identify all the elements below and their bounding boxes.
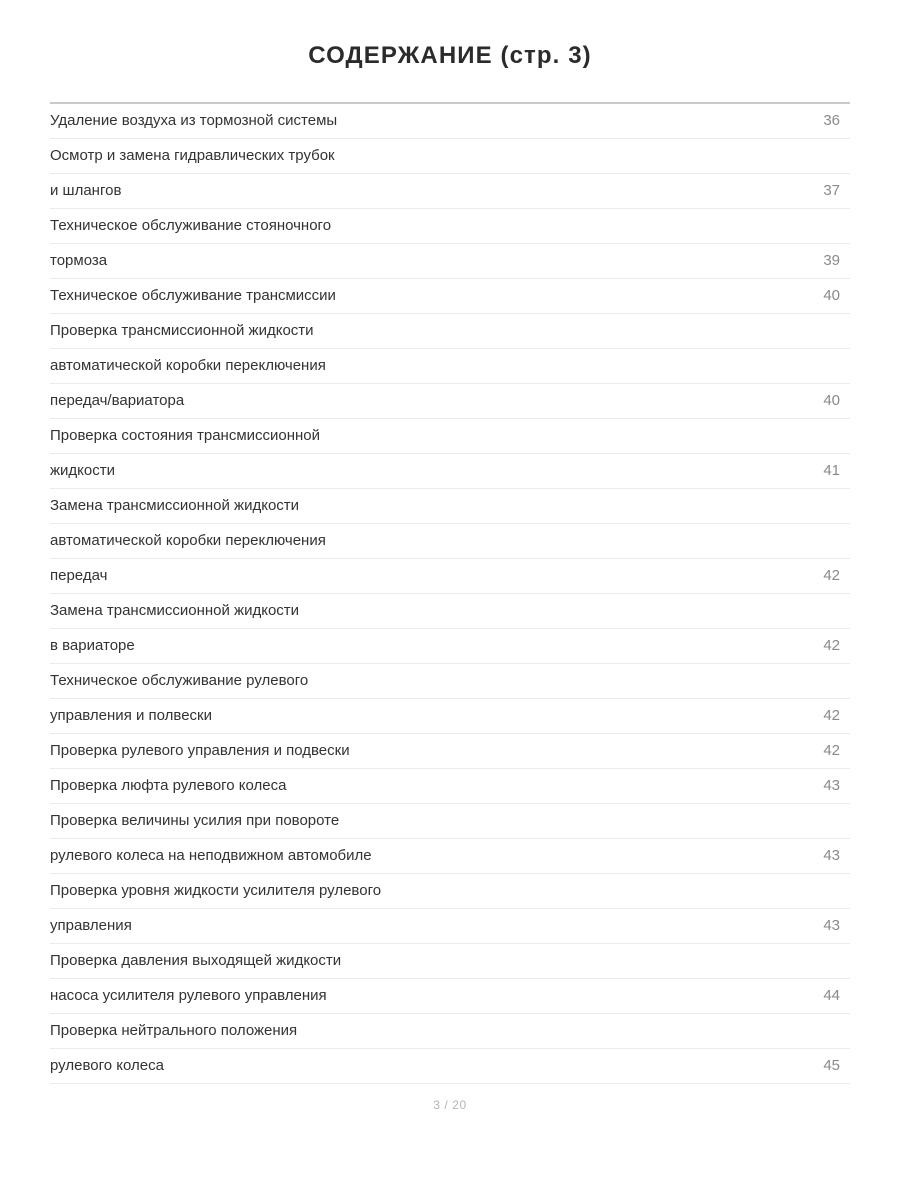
toc-entry-title: Проверка величины усилия при повороте bbox=[50, 803, 770, 838]
toc-entry-page-number bbox=[770, 138, 850, 173]
toc-entry-title: Проверка рулевого управления и подвески bbox=[50, 733, 770, 768]
toc-entry-title: Проверка уровня жидкости усилителя рулевого bbox=[50, 873, 770, 908]
toc-row[interactable] bbox=[50, 628, 850, 663]
toc-row[interactable] bbox=[50, 348, 850, 383]
toc-entry-title: Техническое обслуживание рулевого bbox=[50, 663, 770, 698]
toc-entry-page-number bbox=[770, 873, 850, 908]
toc-entry-title: Проверка давления выходящей жидкости bbox=[50, 943, 770, 978]
toc-row[interactable] bbox=[50, 908, 850, 943]
toc-row[interactable] bbox=[50, 803, 850, 838]
toc-entry-page-number bbox=[770, 313, 850, 348]
toc-entry-title: и шлангов bbox=[50, 173, 770, 208]
toc-entry-page-number bbox=[770, 1013, 850, 1048]
toc-entry-page-number: 42 bbox=[770, 733, 850, 768]
toc-entry-page-number: 44 bbox=[770, 978, 850, 1013]
toc-entry-page-number: 45 bbox=[770, 1048, 850, 1083]
toc-entry-title: Проверка трансмиссионной жидкости bbox=[50, 313, 770, 348]
toc-entry-title: управления bbox=[50, 908, 770, 943]
toc-entry-page-number: 39 bbox=[770, 243, 850, 278]
toc-entry-page-number: 40 bbox=[770, 383, 850, 418]
toc-entry-page-number: 41 bbox=[770, 453, 850, 488]
toc-row[interactable] bbox=[50, 313, 850, 348]
page-footer bbox=[0, 1060, 900, 1200]
toc-entry-title: Удаление воздуха из тормозной системы bbox=[50, 104, 770, 139]
toc-entry-title: автоматической коробки переключения bbox=[50, 523, 770, 558]
toc-entry-title: рулевого колеса bbox=[50, 1048, 770, 1083]
toc-entry-page-number bbox=[770, 943, 850, 978]
table-of-contents bbox=[50, 71, 850, 1084]
toc-row[interactable] bbox=[50, 173, 850, 208]
toc-entry-title: тормоза bbox=[50, 243, 770, 278]
toc-row[interactable] bbox=[50, 278, 850, 313]
toc-entry-page-number bbox=[770, 803, 850, 838]
toc-entry-page-number bbox=[770, 523, 850, 558]
toc-row[interactable] bbox=[50, 418, 850, 453]
toc-entry-page-number: 37 bbox=[770, 173, 850, 208]
toc-entry-page-number: 42 bbox=[770, 558, 850, 593]
toc-entry-page-number: 43 bbox=[770, 768, 850, 803]
toc-row[interactable] bbox=[50, 138, 850, 173]
toc-row[interactable] bbox=[50, 523, 850, 558]
toc-row[interactable] bbox=[50, 593, 850, 628]
toc-row[interactable] bbox=[50, 838, 850, 873]
toc-row[interactable] bbox=[50, 104, 850, 139]
toc-row[interactable] bbox=[50, 243, 850, 278]
toc-entry-page-number bbox=[770, 208, 850, 243]
toc-row[interactable] bbox=[50, 208, 850, 243]
toc-row[interactable] bbox=[50, 733, 850, 768]
page-indicator: 3 / 20 bbox=[433, 1098, 467, 1112]
toc-entry-title: Проверка нейтрального положения bbox=[50, 1013, 770, 1048]
toc-entry-title: в вариаторе bbox=[50, 628, 770, 663]
toc-entry-title: жидкости bbox=[50, 453, 770, 488]
toc-row[interactable] bbox=[50, 978, 850, 1013]
page-title: СОДЕРЖАНИЕ (стр. 3) bbox=[308, 42, 592, 69]
toc-row[interactable] bbox=[50, 698, 850, 733]
toc-entry-title: Проверка состояния трансмиссионной bbox=[50, 418, 770, 453]
toc-entry-title: Замена трансмиссионной жидкости bbox=[50, 593, 770, 628]
toc-table bbox=[50, 104, 850, 1084]
toc-row[interactable] bbox=[50, 768, 850, 803]
toc-entry-title: Проверка люфта рулевого колеса bbox=[50, 768, 770, 803]
toc-entry-page-number bbox=[770, 488, 850, 523]
toc-entry-title: автоматической коробки переключения bbox=[50, 348, 770, 383]
toc-row[interactable] bbox=[50, 453, 850, 488]
toc-entry-title: управления и полвески bbox=[50, 698, 770, 733]
toc-table-body bbox=[50, 104, 850, 1084]
toc-row[interactable] bbox=[50, 488, 850, 523]
toc-row[interactable] bbox=[50, 383, 850, 418]
toc-entry-page-number bbox=[770, 418, 850, 453]
toc-entry-title: насоса усилителя рулевого управления bbox=[50, 978, 770, 1013]
toc-entry-title: Замена трансмиссионной жидкости bbox=[50, 488, 770, 523]
toc-row[interactable] bbox=[50, 1013, 850, 1048]
toc-row[interactable] bbox=[50, 663, 850, 698]
toc-entry-title: передач bbox=[50, 558, 770, 593]
toc-entry-page-number: 43 bbox=[770, 838, 850, 873]
toc-entry-title: передач/вариатора bbox=[50, 383, 770, 418]
toc-row[interactable] bbox=[50, 873, 850, 908]
toc-row[interactable] bbox=[50, 558, 850, 593]
toc-entry-page-number bbox=[770, 593, 850, 628]
toc-entry-page-number: 40 bbox=[770, 278, 850, 313]
toc-entry-page-number: 42 bbox=[770, 698, 850, 733]
toc-entry-page-number: 36 bbox=[770, 104, 850, 139]
toc-entry-title: Техническое обслуживание трансмиссии bbox=[50, 278, 770, 313]
toc-entry-page-number bbox=[770, 663, 850, 698]
toc-entry-title: Осмотр и замена гидравлических трубок bbox=[50, 138, 770, 173]
toc-row[interactable] bbox=[50, 943, 850, 978]
toc-entry-title: рулевого колеса на неподвижном автомобиле bbox=[50, 838, 770, 873]
toc-entry-title: Техническое обслуживание стояночного bbox=[50, 208, 770, 243]
toc-entry-page-number: 42 bbox=[770, 628, 850, 663]
toc-entry-page-number bbox=[770, 348, 850, 383]
toc-entry-page-number: 43 bbox=[770, 908, 850, 943]
